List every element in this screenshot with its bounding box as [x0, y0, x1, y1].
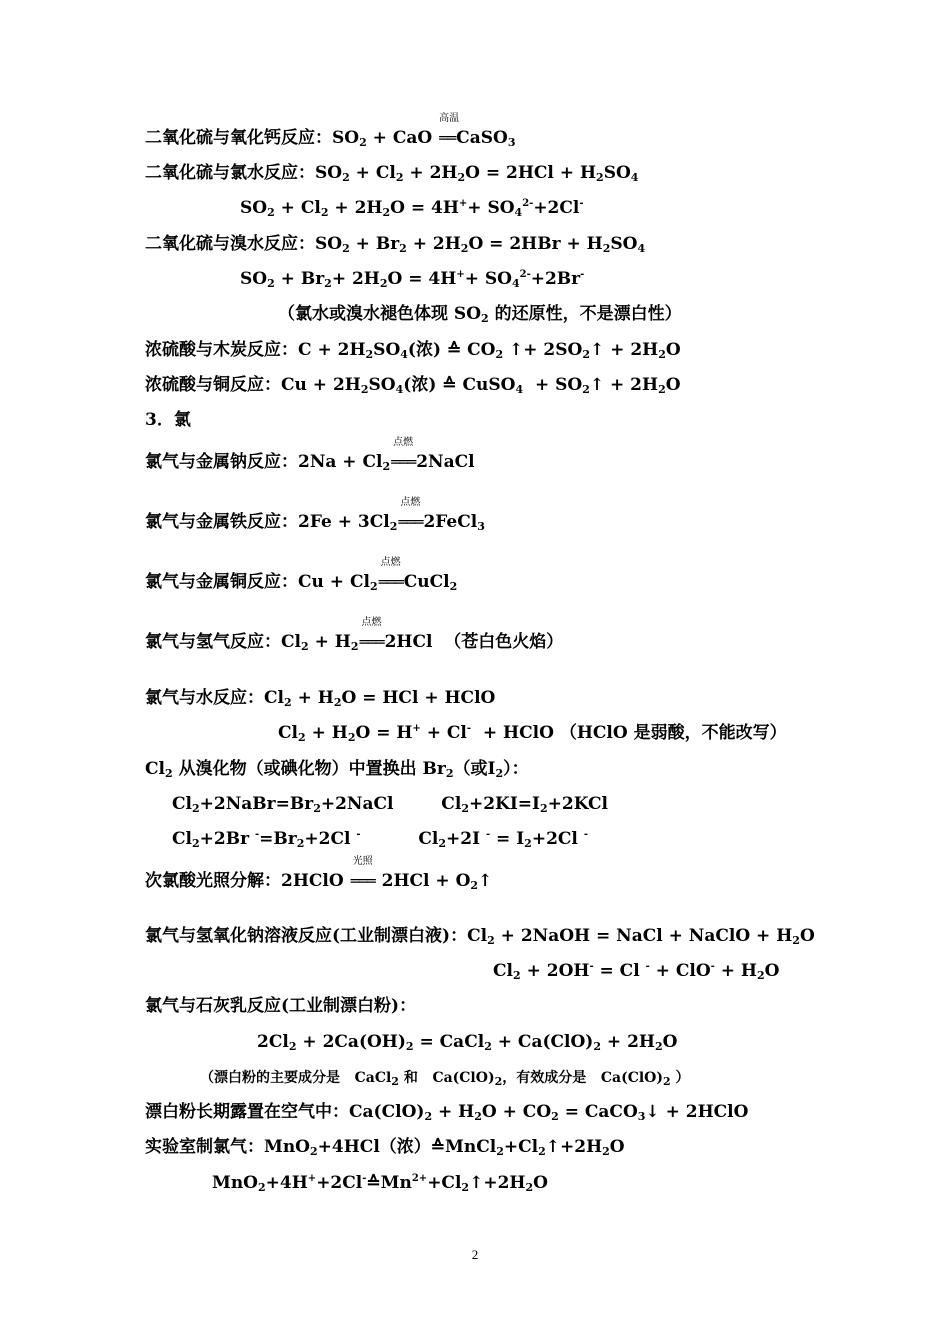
heat-symbol: ≙: [442, 375, 457, 395]
note-text: （苍白色火焰）: [444, 632, 564, 652]
reaction-label: 氯气与金属铜反应：: [145, 572, 298, 592]
condition-ignite: 点燃 ═══: [378, 557, 403, 591]
heat-symbol: ≙: [366, 1173, 381, 1193]
reaction-bleaching-powder-air: 漂白粉长期露置在空气中：$Ca(ClO)_2 + H_2O + CO_2$ = CaCO$_3$↓ + 2HClO: [145, 1102, 749, 1123]
reaction-so2-cao: 二氧化硫与氧化钙反应：$SO_2$ + CaO 高温 ══ CaSO$_3$: [145, 113, 516, 149]
reaction-label: 浓硫酸与铜反应：: [145, 375, 281, 395]
heat-symbol: ≙: [430, 1137, 446, 1157]
bleaching-powder-heading: [145, 995, 416, 1017]
displacement-equations: $Cl_2+2NaBr=Br_2+2NaCl$ $Cl_2+2KI=I_2+2KCl$: [172, 794, 609, 815]
note-text: ，有效成分是: [502, 1070, 587, 1086]
heat-symbol: ≙: [446, 340, 462, 360]
note-reducing-property: （氯水或溴水褪色体现 $SO_2$ 的还原性，不是漂白性）: [278, 304, 682, 325]
reaction-so2-bromine-water: 二氧化硫与溴水反应：$SO_2 + Br_2 + 2H_2O = 2HBr + H_2SO_4$: [145, 234, 646, 255]
reaction-label: 氯气与金属铁反应：: [145, 512, 298, 532]
condition-high-temp: 高温 ══: [439, 113, 460, 147]
note-text: 和: [403, 1070, 418, 1086]
note-bleaching-powder: （漂白粉的主要成分是 CaCl$_2$ 和 $Ca(ClO)_2$，有效成分是 $Ca(ClO)_2$ ）: [200, 1070, 690, 1088]
note-text: ）: [675, 1070, 690, 1086]
reaction-label: 实验室制氯气：: [145, 1137, 264, 1157]
reaction-hclo-light: 次氯酸光照分解：2HClO 光照 ═══ $2HCl + O_2↑$: [145, 856, 493, 892]
reaction-cl2-naoh: 氯气与氢氧化钠溶液反应(工业制漂白液)：$Cl_2$ + 2NaOH = NaCl + NaClO + $H_2O$: [145, 926, 815, 947]
reaction-label: 氯气与水反应：: [145, 688, 264, 708]
note-text: （HClO 是弱酸，不能改写）: [559, 723, 787, 743]
reaction-cl2-water: 氯气与水反应：$Cl_2 + H_2O$ = HCl + HClO: [145, 688, 496, 709]
note-text: （氯水或溴水褪色体现: [278, 304, 448, 324]
section-heading-chlorine: [145, 409, 191, 431]
page-number: 2: [471, 1247, 479, 1262]
section-title: 3．氯: [145, 410, 191, 430]
condition-light: 光照 ═══: [350, 856, 375, 890]
reaction-label: 次氯酸光照分解：: [145, 871, 281, 891]
reaction-cl2-cu: 氯气与金属铜反应：$Cu + Cl_2$ 点燃 ═══ CuCl$_2$: [145, 557, 458, 593]
condition-ignite: 点燃 ═══: [398, 497, 423, 531]
reaction-label: 氯气与金属钠反应：: [145, 452, 298, 472]
reaction-cl2-h2: 氯气与氢气反应：$Cl_2 + H_2$ 点燃 ═══ 2HCl （苍白色火焰）: [145, 617, 564, 653]
ionic-lab-chlorine: $MnO_2+4H^++2Cl^-≙Mn^{2+}+Cl_2↑+2H_2O$: [212, 1173, 548, 1194]
note-text: （或: [453, 759, 488, 779]
ionic-cl2-naoh: $Cl_2 + 2OH^- = Cl$ $^- + ClO^- + H_2O$: [493, 961, 780, 982]
reaction-label: 氯气与氢气反应：: [145, 632, 281, 652]
reaction-lab-chlorine: 实验室制氯气：MnO$_2$+4HCl（浓）$≙MnCl_2+Cl_2↑+2H_2O$: [145, 1137, 625, 1158]
ionic-so2-bromine-water: $SO_2 + Br_2+ 2H_2O = 4H^++ SO_4^{2-}+2Br^-$: [240, 269, 585, 290]
note-text: 从溴化物（或碘化物）中置换出: [178, 759, 417, 779]
reaction-so2-chlorine-water: 二氧化硫与氯水反应：$SO_2 + Cl_2 + 2H_2O = 2HCl + H_2SO_4$: [145, 163, 639, 184]
reaction-label: 氯气与石灰乳反应(工业制漂白粉)：: [145, 996, 417, 1016]
reaction-label: 浓硫酸与木炭反应：: [145, 340, 298, 360]
reaction-label: 氯气与氢氧化钠溶液反应(工业制漂白液)：: [145, 926, 468, 946]
displacement-ionic: $Cl_2+2Br$ $^-=Br_2+2Cl$ - $Cl_2+2I$ $^- = I_2+2Cl$ -: [172, 829, 588, 850]
reaction-cl2-caoh2: $2Cl_2 + 2Ca(OH)_2$ = CaCl$_2$ + $Ca(ClO)_2 + 2H_2O$: [257, 1032, 678, 1053]
reaction-label: 漂白粉长期露置在空气中：: [145, 1102, 349, 1122]
reaction-label: 二氧化硫与溴水反应：: [145, 234, 315, 254]
displacement-heading: $Cl_2$ 从溴化物（或碘化物）中置换出 $Br_2$（或$I_2$）：: [145, 759, 529, 780]
note-text: （漂白粉的主要成分是: [200, 1070, 340, 1086]
note-text: 的还原性，不是漂白性）: [494, 304, 682, 324]
condition-ignite: 点燃 ═══: [359, 617, 384, 651]
condition-ignite: 点燃 ═══: [391, 437, 416, 471]
note-text: （浓）: [379, 1137, 431, 1157]
reaction-cl2-na: 氯气与金属钠反应：$2Na + Cl_2$ 点燃 ═══ 2NaCl: [145, 437, 475, 473]
note-text: ）：: [503, 759, 529, 779]
reaction-label: 二氧化硫与氯水反应：: [145, 163, 315, 183]
ionic-cl2-water: $Cl_2 + H_2O = H^+ + Cl^-$ + HClO （HClO 是弱酸，不能改写）: [278, 723, 787, 744]
reaction-label: 二氧化硫与氧化钙反应：: [145, 128, 332, 148]
reaction-cl2-fe: 氯气与金属铁反应：$2Fe + 3Cl_2$ 点燃 ═══ 2FeCl$_3$: [145, 497, 485, 533]
reaction-h2so4-carbon: 浓硫酸与木炭反应：$C + 2H_2SO_4$(浓) ≙ $CO_2$ ↑+ $2SO_2↑ + 2H_2O$: [145, 340, 681, 361]
ionic-so2-chlorine-water: $SO_2 + Cl_2 + 2H_2O = 4H^++ SO_4^{2-}+2Cl^-$: [240, 198, 584, 219]
reaction-h2so4-copper: 浓硫酸与铜反应：$Cu + 2H_2SO_4$(浓) ≙ CuSO$_4$ + $SO_2↑ + 2H_2O$: [145, 375, 681, 396]
